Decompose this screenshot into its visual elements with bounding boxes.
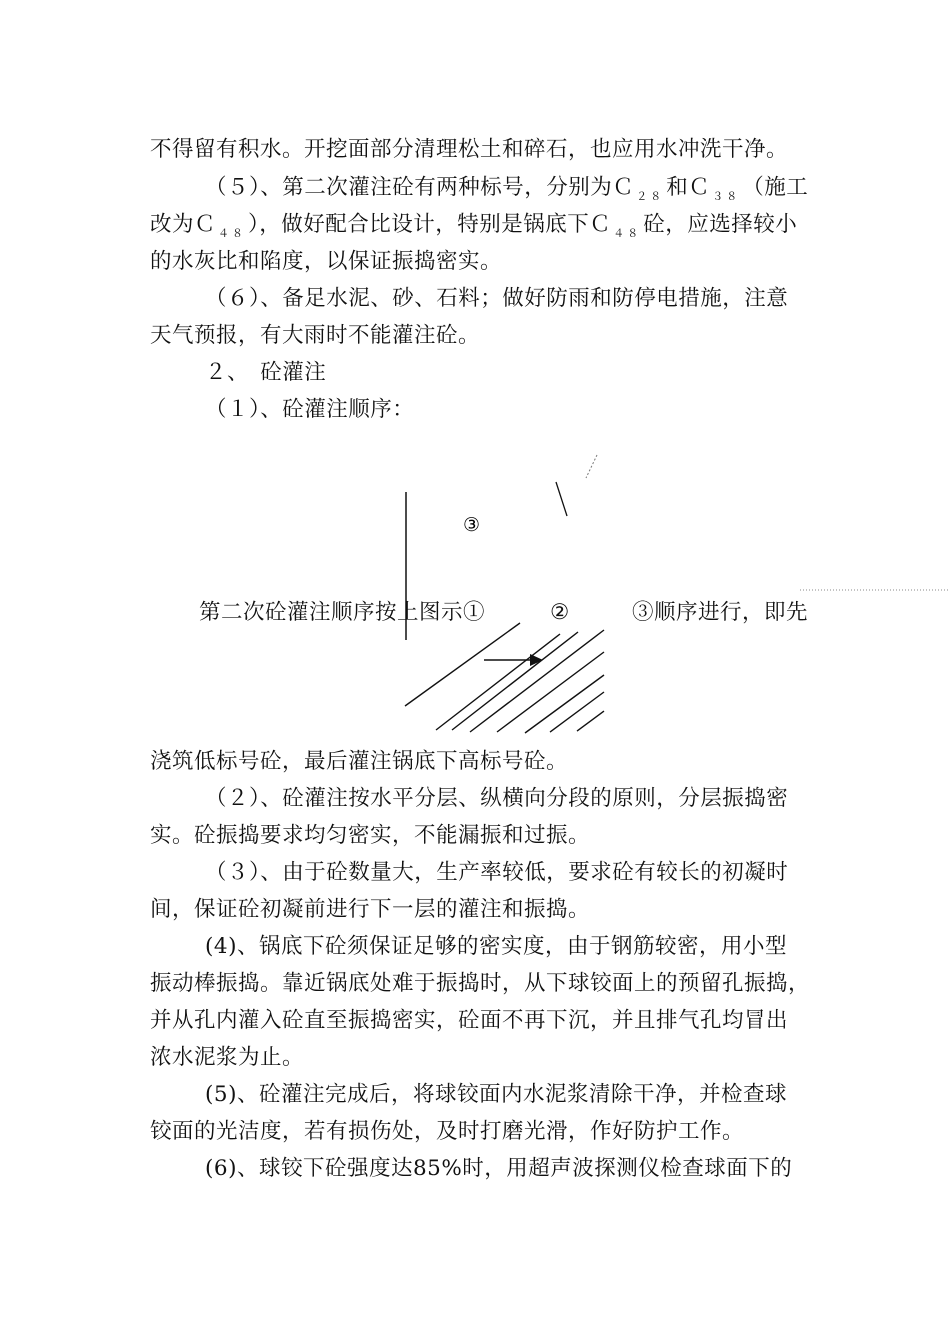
text-run: （５）、第二次灌注砼有两种标号，分别为Ｃ [205,175,635,200]
figure-caption [199,600,485,626]
text-run: 砼，应选择较小 [643,212,798,237]
paragraph-line: 实。砼振捣要求均匀密实，不能漏振和过振。 [150,823,591,848]
text-run: （施工 [742,175,809,200]
hatch-line [452,632,578,730]
paragraph-line: （３）、由于砼数量大，生产率较低，要求砼有较长的初凝时 [205,860,789,885]
text-run: 改为Ｃ [150,212,217,237]
label-3: ③ [463,514,481,536]
paragraph-line: (5)、砼灌注完成后，将球铰面内水泥浆清除干净，并检查球 [205,1082,787,1107]
paragraph-line: 浇筑低标号砼，最后灌注锅底下高标号砼。 [150,749,569,774]
text-run: ），做好配合比设计，特别是锅底下Ｃ [248,212,612,237]
hatch-line [405,623,520,706]
subscript: ４８ [613,227,642,240]
text-run: 第二次砼灌注顺序按上图示① [199,600,486,625]
hatch-line [550,692,604,732]
text-run: ③顺序进行，即先 [632,600,809,625]
hatch-line [525,675,604,733]
subscript: ２８ [636,190,665,203]
paragraph-line [205,175,808,204]
subscript: ４８ [218,227,247,240]
paragraph-line: 间，保证砼初凝前进行下一层的灌注和振捣。 [150,897,591,922]
paragraph-line: 铰面的光洁度，若有损伤处，及时打磨光滑，作好防护工作。 [150,1119,745,1144]
paragraph-line: 不得留有积水。开挖面部分清理松土和碎石，也应用水冲洗干净。 [150,137,789,162]
paragraph-line: (6)、球铰下砼强度达85%时，用超声波探测仪检查球面下的 [205,1156,793,1181]
paragraph-line: 振动棒振捣。靠近锅底处难于振捣时，从下球铰面上的预留孔振捣， [150,971,811,996]
section-heading: ２、 砼灌注 [205,360,327,385]
subscript: ３８ [712,190,741,203]
paragraph-line: 的水灰比和陷度，以保证振捣密实。 [150,249,503,274]
short-slant-line [556,482,567,516]
subsection-heading: （１）、砼灌注顺序： [205,397,415,422]
paragraph-line: （６）、备足水泥、砂、石料；做好防雨和防停电措施，注意 [205,286,789,311]
pour-sequence-diagram [0,440,950,750]
hatch-line [497,652,604,732]
paragraph-line: （２）、砼灌注按水平分层、纵横向分段的原则，分层振捣密 [205,786,789,811]
paragraph-line: 天气预报，有大雨时不能灌注砼。 [150,323,481,348]
text-run: ② [550,600,570,625]
paragraph-line: (4)、锅底下砼须保证足够的密实度，由于钢筋较密，用小型 [205,934,787,959]
hatch-line [436,634,560,730]
figure-caption [632,600,808,626]
paragraph-line: 浓水泥浆为止。 [150,1045,305,1070]
dashed-slant-line [586,455,597,478]
paragraph-line [150,212,797,241]
figure-caption [550,600,570,626]
paragraph-line: 并从孔内灌入砼直至振捣密实，砼面不再下沉，并且排气孔均冒出 [150,1008,789,1033]
text-run: 和Ｃ [666,175,711,200]
hatch-line [577,711,604,731]
